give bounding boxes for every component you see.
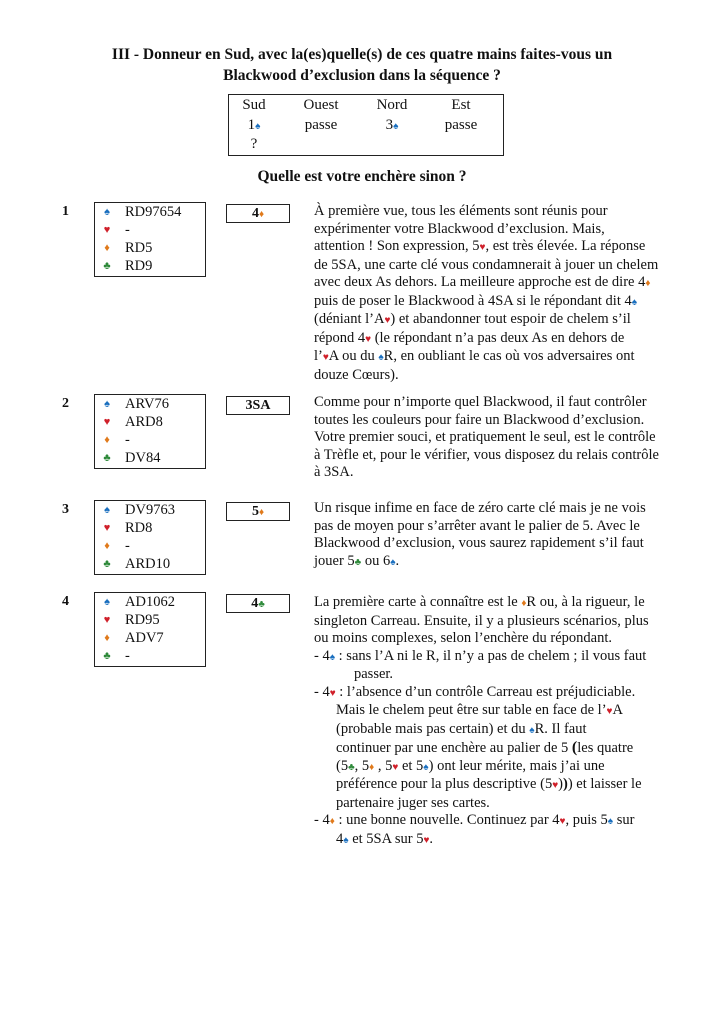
spade-icon: ♠ xyxy=(390,556,396,568)
club-icon: ♣ xyxy=(103,650,111,662)
diamond-icon: ♦ xyxy=(329,816,335,827)
spade-icon: ♠ xyxy=(104,504,110,516)
bid-header-sud: Sud xyxy=(242,97,266,113)
section-subtitle: Quelle est votre enchère sinon ? xyxy=(257,168,467,185)
hand-clubs: ARD10 xyxy=(125,556,171,572)
heart-icon: ♥ xyxy=(606,706,613,717)
hand-spades: DV9763 xyxy=(125,502,175,518)
club-icon: ♣ xyxy=(103,452,111,464)
diamond-icon: ♦ xyxy=(258,507,265,518)
heart-icon: ♥ xyxy=(103,522,111,534)
heart-icon: ♥ xyxy=(552,780,559,791)
hand-clubs: RD9 xyxy=(125,258,153,274)
bid-header-ouest: Ouest xyxy=(303,97,339,113)
explanation-text: À première vue, tous les éléments sont réunis pour expérimenter votre Blackwood d’exclusion. Mais, attention ! Son expression, 5♥, est très élevée. La réponse de 5SA, une carte clé vous condamnerait à jouer un chelem avec deux As dehors. La meilleure approche est de dire 4♦ puis de poser le Blackwood à 4SA si le répondant dit 4♠ (déniant l’A♥) et abandonner tout espoir de chelem s’il répond 4♥ (le répondant n’a pas deux As en dehors de l’♥A ou du ♠R, en oubliant le cas où vos adversaires ont douze Cœurs). xyxy=(314,203,659,383)
spade-icon: ♠ xyxy=(255,121,261,132)
spade-icon: ♠ xyxy=(104,206,110,218)
club-icon: ♣ xyxy=(103,260,111,272)
title-line-2: Blackwood d’exclusion dans la séquence ? xyxy=(223,67,501,84)
spade-icon: ♠ xyxy=(378,352,384,363)
diamond-icon: ♦ xyxy=(104,434,110,446)
bid-answer: 4♣ xyxy=(226,594,290,613)
heart-icon: ♥ xyxy=(392,761,399,773)
spade-icon: ♠ xyxy=(529,724,535,736)
spade-icon: ♠ xyxy=(423,761,429,773)
explanation-text: Comme pour n’importe quel Blackwood, il faut contrôler toutes les couleurs pour faire un Blackwood d’exclusion. Votre premier souci, et pratiquement le seul, est le contrôle à Trèfle et, pour le vérifier, vous disposez du relais contrôle à 3SA. xyxy=(314,394,659,480)
problem-number: 4 xyxy=(62,594,69,609)
bid-answer: 3SA xyxy=(226,396,290,415)
diamond-icon: ♦ xyxy=(104,632,110,644)
hand-clubs: - xyxy=(125,648,130,664)
hand-hearts: - xyxy=(125,222,130,238)
hand-box xyxy=(94,394,206,469)
hand-spades: RD97654 xyxy=(125,204,182,220)
diamond-icon: ♦ xyxy=(104,242,110,254)
spade-icon: ♠ xyxy=(329,651,336,663)
heart-icon: ♥ xyxy=(365,333,372,345)
problem-number: 3 xyxy=(62,502,69,517)
spade-icon: ♠ xyxy=(343,834,349,846)
heart-icon: ♥ xyxy=(103,224,111,236)
club-icon: ♣ xyxy=(103,558,111,570)
club-icon: ♣ xyxy=(348,761,355,773)
bid-answer: 4♦ xyxy=(226,204,290,223)
hand-hearts: ARD8 xyxy=(125,414,163,430)
bid-header-nord: Nord xyxy=(376,97,408,113)
hand-box xyxy=(94,202,206,277)
spade-icon: ♠ xyxy=(393,121,399,132)
spade-icon: ♠ xyxy=(104,596,110,608)
bid-sud-1: 1♠ xyxy=(247,117,261,133)
heart-icon: ♥ xyxy=(329,687,336,699)
club-icon: ♣ xyxy=(354,556,362,568)
diamond-icon: ♦ xyxy=(104,540,110,552)
diamond-icon: ♦ xyxy=(369,761,375,773)
diamond-icon: ♦ xyxy=(645,278,651,289)
hand-diamonds: - xyxy=(125,538,130,554)
hand-spades: ARV76 xyxy=(125,396,169,412)
bid-nord-1: 3♠ xyxy=(385,117,399,133)
bid-est-1: passe xyxy=(444,117,478,133)
hand-box xyxy=(94,500,206,575)
heart-icon: ♥ xyxy=(384,315,391,326)
bidding-box xyxy=(228,94,504,156)
bid-header-est: Est xyxy=(451,97,471,113)
hand-diamonds: RD5 xyxy=(125,240,153,256)
hand-box xyxy=(94,592,206,667)
heart-icon: ♥ xyxy=(423,834,430,846)
hand-hearts: RD8 xyxy=(125,520,153,536)
explanation-text: La première carte à connaître est le ♦R ou, à la rigueur, le singleton Carreau. Ensuite, il y a plusieurs scénarios, plus ou moins complexes, selon l’enchère du répondant. - 4♠ : sans l’A ni le R, il n’y a pas de chelem ; il vous faut passer. - 4♥ : l’absence d’un contrôle Carreau est préjudiciable. Mais le chelem peut être sur table en face de l’♥A (probable mais pas certain) et du ♠R. Il faut continuer par une enchère au palier de 5 (les quatre (5♣, 5♦ , 5♥ et 5♠) ont leur mérite, mais j’ai une préférence pour la plus descriptive (5♥))) et laisser le partenaire juger ses cartes. - 4♦ : une bonne nouvelle. Continuez par 4♥, puis 5♠ sur 4♠ et 5SA sur 5♥. xyxy=(314,594,649,847)
heart-icon: ♥ xyxy=(103,614,111,626)
bid-answer: 5♦ xyxy=(226,502,290,521)
heart-icon: ♥ xyxy=(479,242,486,253)
problem-number: 2 xyxy=(62,396,69,411)
page-title xyxy=(40,44,684,86)
heart-icon: ♥ xyxy=(322,352,329,363)
bid-ouest-1: passe xyxy=(304,117,338,133)
bid-sud-2: ? xyxy=(250,136,258,152)
hand-diamonds: ADV7 xyxy=(125,630,164,646)
diamond-icon: ♦ xyxy=(258,209,265,220)
problem-number: 1 xyxy=(62,204,69,219)
hand-diamonds: - xyxy=(125,432,130,448)
spade-icon: ♠ xyxy=(631,296,638,308)
explanation-text: Un risque infime en face de zéro carte clé mais je ne vois pas de moyen pour s’arrêter avant le palier de 5. Avec le Blackwood d’exclusion, vous saurez rapidement s’il faut jouer 5♣ ou 6♠. xyxy=(314,500,646,569)
diamond-icon: ♦ xyxy=(521,598,527,609)
hand-spades: AD1062 xyxy=(125,594,175,610)
club-icon: ♣ xyxy=(258,599,265,610)
title-line-1: III - Donneur en Sud, avec la(es)quelle(s) de ces quatre mains faites-vous un xyxy=(111,46,613,63)
heart-icon: ♥ xyxy=(103,416,111,428)
spade-icon: ♠ xyxy=(104,398,110,410)
hand-hearts: RD95 xyxy=(125,612,160,628)
heart-icon: ♥ xyxy=(559,816,566,827)
spade-icon: ♠ xyxy=(607,816,614,827)
hand-clubs: DV84 xyxy=(125,450,161,466)
